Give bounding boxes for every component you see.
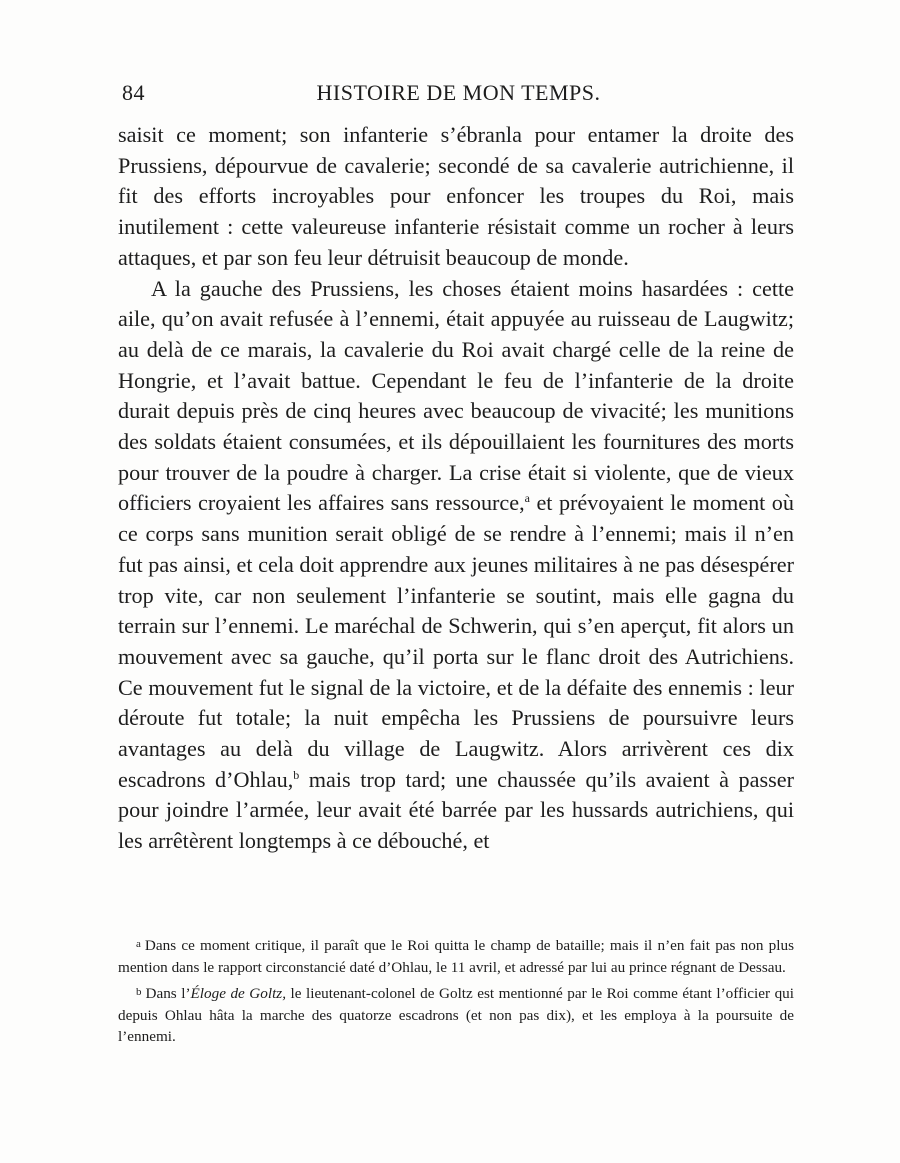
running-title: HISTOIRE DE MON TEMPS. <box>316 80 601 105</box>
paragraph-2-part-1: A la gauche des Prussiens, les choses étaient moins hasardées : cette aile, qu’on avait refusée à l’ennemi, était appuyée au ruisseau de Laugwitz; au delà de ce marais, la cavalerie du Roi avait chargé celle de la reine de Hongrie, et l’avait battue. Cependant le feu de l’infanterie de la droite durait depuis près de cinq heures avec beaucoup de vivacité; les munitions des soldats étaient consumées, et ils dépouillaient les fournitures des morts pour trouver de la poudre à charger. La crise était si violente, que de vieux officiers croyaient les affaires sans ressource, <box>118 275 794 516</box>
page-number: 84 <box>122 80 145 105</box>
running-head <box>122 80 795 110</box>
footnote-ref-b[interactable]: b <box>293 767 300 782</box>
main-text <box>118 120 794 857</box>
footnote-a-text: Dans ce moment critique, il paraît que le Roi quitta le champ de bataille; mais il n’en fait pas non plus mention dans le rapport circonstancié daté d’Ohlau, le 11 avril, et adressé par lui au prince régnant de Dessau. <box>118 937 794 976</box>
footnote-a <box>118 934 794 978</box>
footnote-b <box>118 982 794 1048</box>
footnote-b-text-before: Dans l’ <box>145 985 191 1003</box>
paragraph-2-part-3: mais trop tard; une chaussée qu’ils avaient à passer pour joindre l’armée, leur avait été barrée par les hussards autrichiens, qui les arrêtèrent longtemps à ce débouché, et <box>118 766 794 854</box>
paragraph-1: saisit ce moment; son infanterie s’ébranla pour entamer la droite des Prussiens, dépourvue de cavalerie; secondé de sa cavalerie autrichienne, il fit des efforts incroyables pour enfoncer les troupes du Roi, mais inutilement : cette valeureuse infanterie résistait comme un rocher à leurs attaques, et par son feu leur détruisit beaucoup de monde. <box>118 122 794 270</box>
footnote-b-text-after: le lieutenant-colonel de Goltz est mentionné par le Roi comme étant l’officier qui depuis Ohlau hâta la marche des quatorze escadrons (et non pas dix), et les employa à la poursuite de l’ennemi. <box>118 985 794 1046</box>
footnote-ref-a[interactable]: a <box>524 491 530 506</box>
paragraph-2-part-2: et prévoyaient le moment où ce corps sans munition serait obligé de se rendre à l’ennemi; mais il n’en fut pas ainsi, et cela doit apprendre aux jeunes militaires à ne pas désespérer trop vite, car non seulement l’infanterie se soutint, mais elle gagna du terrain sur l’ennemi. Le maréchal de Schwerin, qui s’en aperçut, fit alors un mouvement avec sa gauche, qu’il porta sur le flanc droit des Autrichiens. Ce mouvement fut le signal de la victoire, et de la défaite des ennemis : leur déroute fut totale; la nuit empêcha les Prussiens de poursuivre leurs avantages au delà du village de Laugwitz. Alors arrivèrent ces dix escadrons d’Ohlau, <box>118 490 794 792</box>
footnote-b-italic-title: Éloge de Goltz, <box>190 985 287 1003</box>
paragraph-2 <box>118 274 794 857</box>
footnote-b-marker: b <box>136 986 142 999</box>
footnotes <box>118 934 794 1052</box>
footnote-a-marker: a <box>136 938 141 950</box>
